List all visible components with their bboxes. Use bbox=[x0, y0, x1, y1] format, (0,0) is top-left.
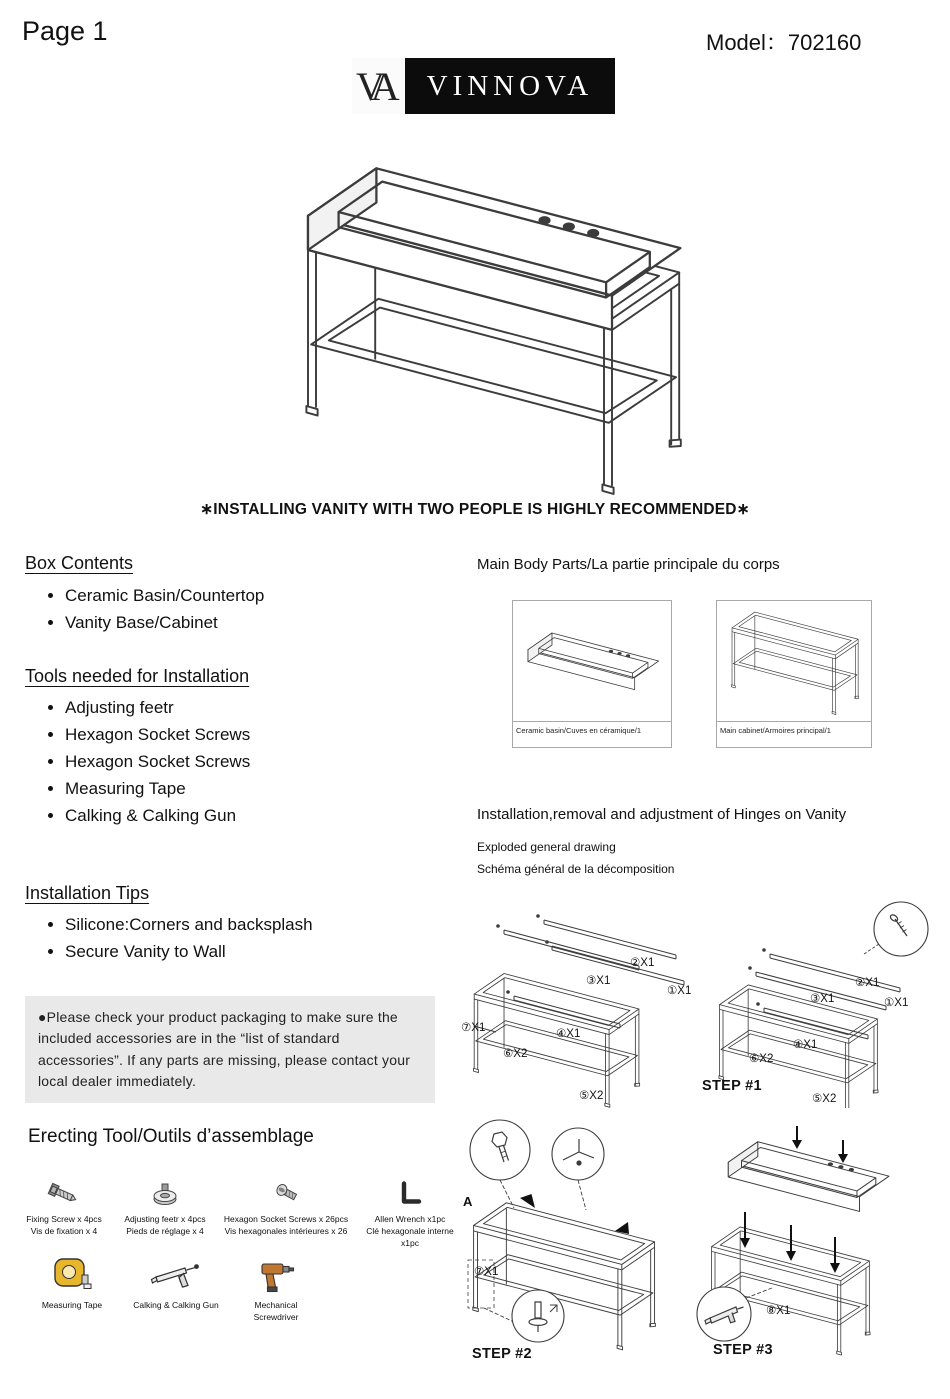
list-item: • Calking & Calking Gun bbox=[65, 802, 250, 829]
main-cabinet-drawing-icon bbox=[717, 601, 871, 721]
callout: ④X1 bbox=[793, 1039, 818, 1051]
callout: ⑥X2 bbox=[749, 1053, 774, 1065]
step2-label: STEP #2 bbox=[472, 1346, 532, 1362]
callout: ①X1 bbox=[667, 985, 692, 997]
callout: ④X1 bbox=[556, 1028, 581, 1040]
tool-adjusting-feet bbox=[116, 1176, 214, 1238]
tool-label: Hexagon Socket Screws x 26pcs bbox=[223, 1214, 349, 1224]
exploded-subtitle-fr: Schéma général de la décomposition bbox=[477, 862, 675, 876]
caulking-gun-icon bbox=[130, 1254, 222, 1300]
callout: ③X1 bbox=[810, 993, 835, 1005]
hinges-section-title: Installation,removal and adjustment of Hinges on Vanity bbox=[477, 806, 847, 823]
tool-caulking-gun bbox=[130, 1254, 222, 1312]
tool-label: Mechanical Screwdriver bbox=[253, 1300, 299, 1322]
tool-label: Fixing Screw x 4pcs bbox=[26, 1214, 102, 1224]
callout: ⑦X1 bbox=[474, 1266, 499, 1278]
screwdriver-icon bbox=[236, 1254, 316, 1300]
tool-label-fr: Vis de fixation x 4 bbox=[30, 1225, 98, 1236]
tool-allen-wrench bbox=[358, 1176, 462, 1250]
step3-label: STEP #3 bbox=[713, 1342, 773, 1358]
callout: ①X1 bbox=[884, 997, 909, 1009]
vanity-iso-drawing-icon bbox=[262, 146, 692, 496]
box-contents-list bbox=[25, 582, 264, 636]
callout: ⑧X1 bbox=[766, 1305, 791, 1317]
list-item: • Vanity Base/Cabinet bbox=[65, 609, 264, 636]
hexagon-socket-screw-icon bbox=[220, 1176, 352, 1214]
step1-label: STEP #1 bbox=[702, 1078, 762, 1094]
step2-drawing bbox=[456, 1110, 686, 1368]
part-box-ceramic-basin bbox=[512, 600, 672, 748]
list-item: • Measuring Tape bbox=[65, 775, 250, 802]
step2-drawing-icon bbox=[456, 1110, 686, 1362]
step1-drawing bbox=[700, 896, 942, 1111]
fixing-screw-icon bbox=[18, 1176, 110, 1214]
installation-tips-list bbox=[25, 911, 313, 965]
allen-wrench-icon bbox=[358, 1176, 462, 1214]
packaging-note: ●Please check your product packaging to make sure the included accessories are in the “list of standard accessories”. If any parts are missing, please contact your local dealer immediately. bbox=[25, 996, 435, 1103]
tool-measuring-tape bbox=[28, 1254, 116, 1312]
measuring-tape-icon bbox=[28, 1254, 116, 1300]
callout: ②X1 bbox=[855, 977, 880, 989]
exploded-subtitle-en: Exploded general drawing bbox=[477, 840, 616, 854]
callout: ⑤X2 bbox=[579, 1090, 604, 1102]
tool-mechanical-screwdriver bbox=[236, 1254, 316, 1324]
tool-label: Measuring Tape bbox=[41, 1300, 103, 1310]
list-item: • Hexagon Socket Screws bbox=[65, 721, 250, 748]
adjusting-feet-icon bbox=[116, 1176, 214, 1214]
installation-tips-title: Installation Tips bbox=[25, 883, 150, 903]
tool-fixing-screw bbox=[18, 1176, 110, 1238]
erecting-tools-title: Erecting Tool/Outils d’assemblage bbox=[28, 1126, 314, 1147]
callout: ⑥X2 bbox=[503, 1048, 528, 1060]
two-people-notice: ∗INSTALLING VANITY WITH TWO PEOPLE IS HIGHLY RECOMMENDED∗ bbox=[200, 501, 750, 518]
tools-needed-list bbox=[25, 694, 250, 829]
main-body-parts-title: Main Body Parts/La partie principale du corps bbox=[477, 556, 780, 573]
step3-drawing bbox=[686, 1122, 936, 1367]
callout: ⑤X2 bbox=[812, 1093, 837, 1105]
erecting-tools-row-1 bbox=[18, 1176, 462, 1250]
part-box-main-cabinet bbox=[716, 600, 872, 748]
callout: ③X1 bbox=[586, 975, 611, 987]
brand-name: VINNOVA bbox=[405, 58, 616, 114]
tool-label: Adjusting feetr x 4pcs bbox=[124, 1214, 206, 1224]
erecting-tools-row-2 bbox=[28, 1254, 316, 1324]
list-item: • Ceramic Basin/Countertop bbox=[65, 582, 264, 609]
list-item: • Adjusting feetr bbox=[65, 694, 250, 721]
tool-label: Calking & Calking Gun bbox=[133, 1300, 219, 1310]
tool-label-fr: Clé hexagonale interne x1pc bbox=[366, 1225, 454, 1248]
tool-label-fr: Pieds de réglage x 4 bbox=[126, 1225, 204, 1236]
step3-drawing-icon bbox=[686, 1122, 936, 1360]
ceramic-basin-drawing-icon bbox=[513, 601, 671, 721]
page-number: Page 1 bbox=[22, 16, 108, 46]
vanity-hero-illustration bbox=[262, 146, 692, 501]
part-caption: Ceramic basin/Cuves en céramique/1 bbox=[513, 721, 671, 735]
model-number: Model：702160 bbox=[706, 30, 862, 55]
part-caption: Main cabinet/Armoires principal/1 bbox=[717, 721, 871, 735]
list-item: • Secure Vanity to Wall bbox=[65, 938, 313, 965]
list-item: • Hexagon Socket Screws bbox=[65, 748, 250, 775]
brand-logo bbox=[352, 58, 615, 114]
tool-hexagon-socket-screw bbox=[220, 1176, 352, 1238]
box-contents-title: Box Contents bbox=[25, 553, 134, 573]
callout: ⑦X1 bbox=[461, 1022, 486, 1034]
exploded-drawing-icon bbox=[452, 896, 694, 1108]
section-marker: A bbox=[463, 1194, 473, 1209]
list-item: • Silicone:Corners and backsplash bbox=[65, 911, 313, 938]
tool-label-fr: Vis hexagonales intérieures x 26 bbox=[224, 1225, 348, 1236]
tool-label: Allen Wrench x1pc bbox=[374, 1214, 446, 1224]
brand-monogram: VA bbox=[352, 58, 405, 114]
callout: ②X1 bbox=[630, 957, 655, 969]
exploded-drawing bbox=[452, 896, 694, 1111]
tools-needed-title: Tools needed for Installation bbox=[25, 666, 250, 686]
